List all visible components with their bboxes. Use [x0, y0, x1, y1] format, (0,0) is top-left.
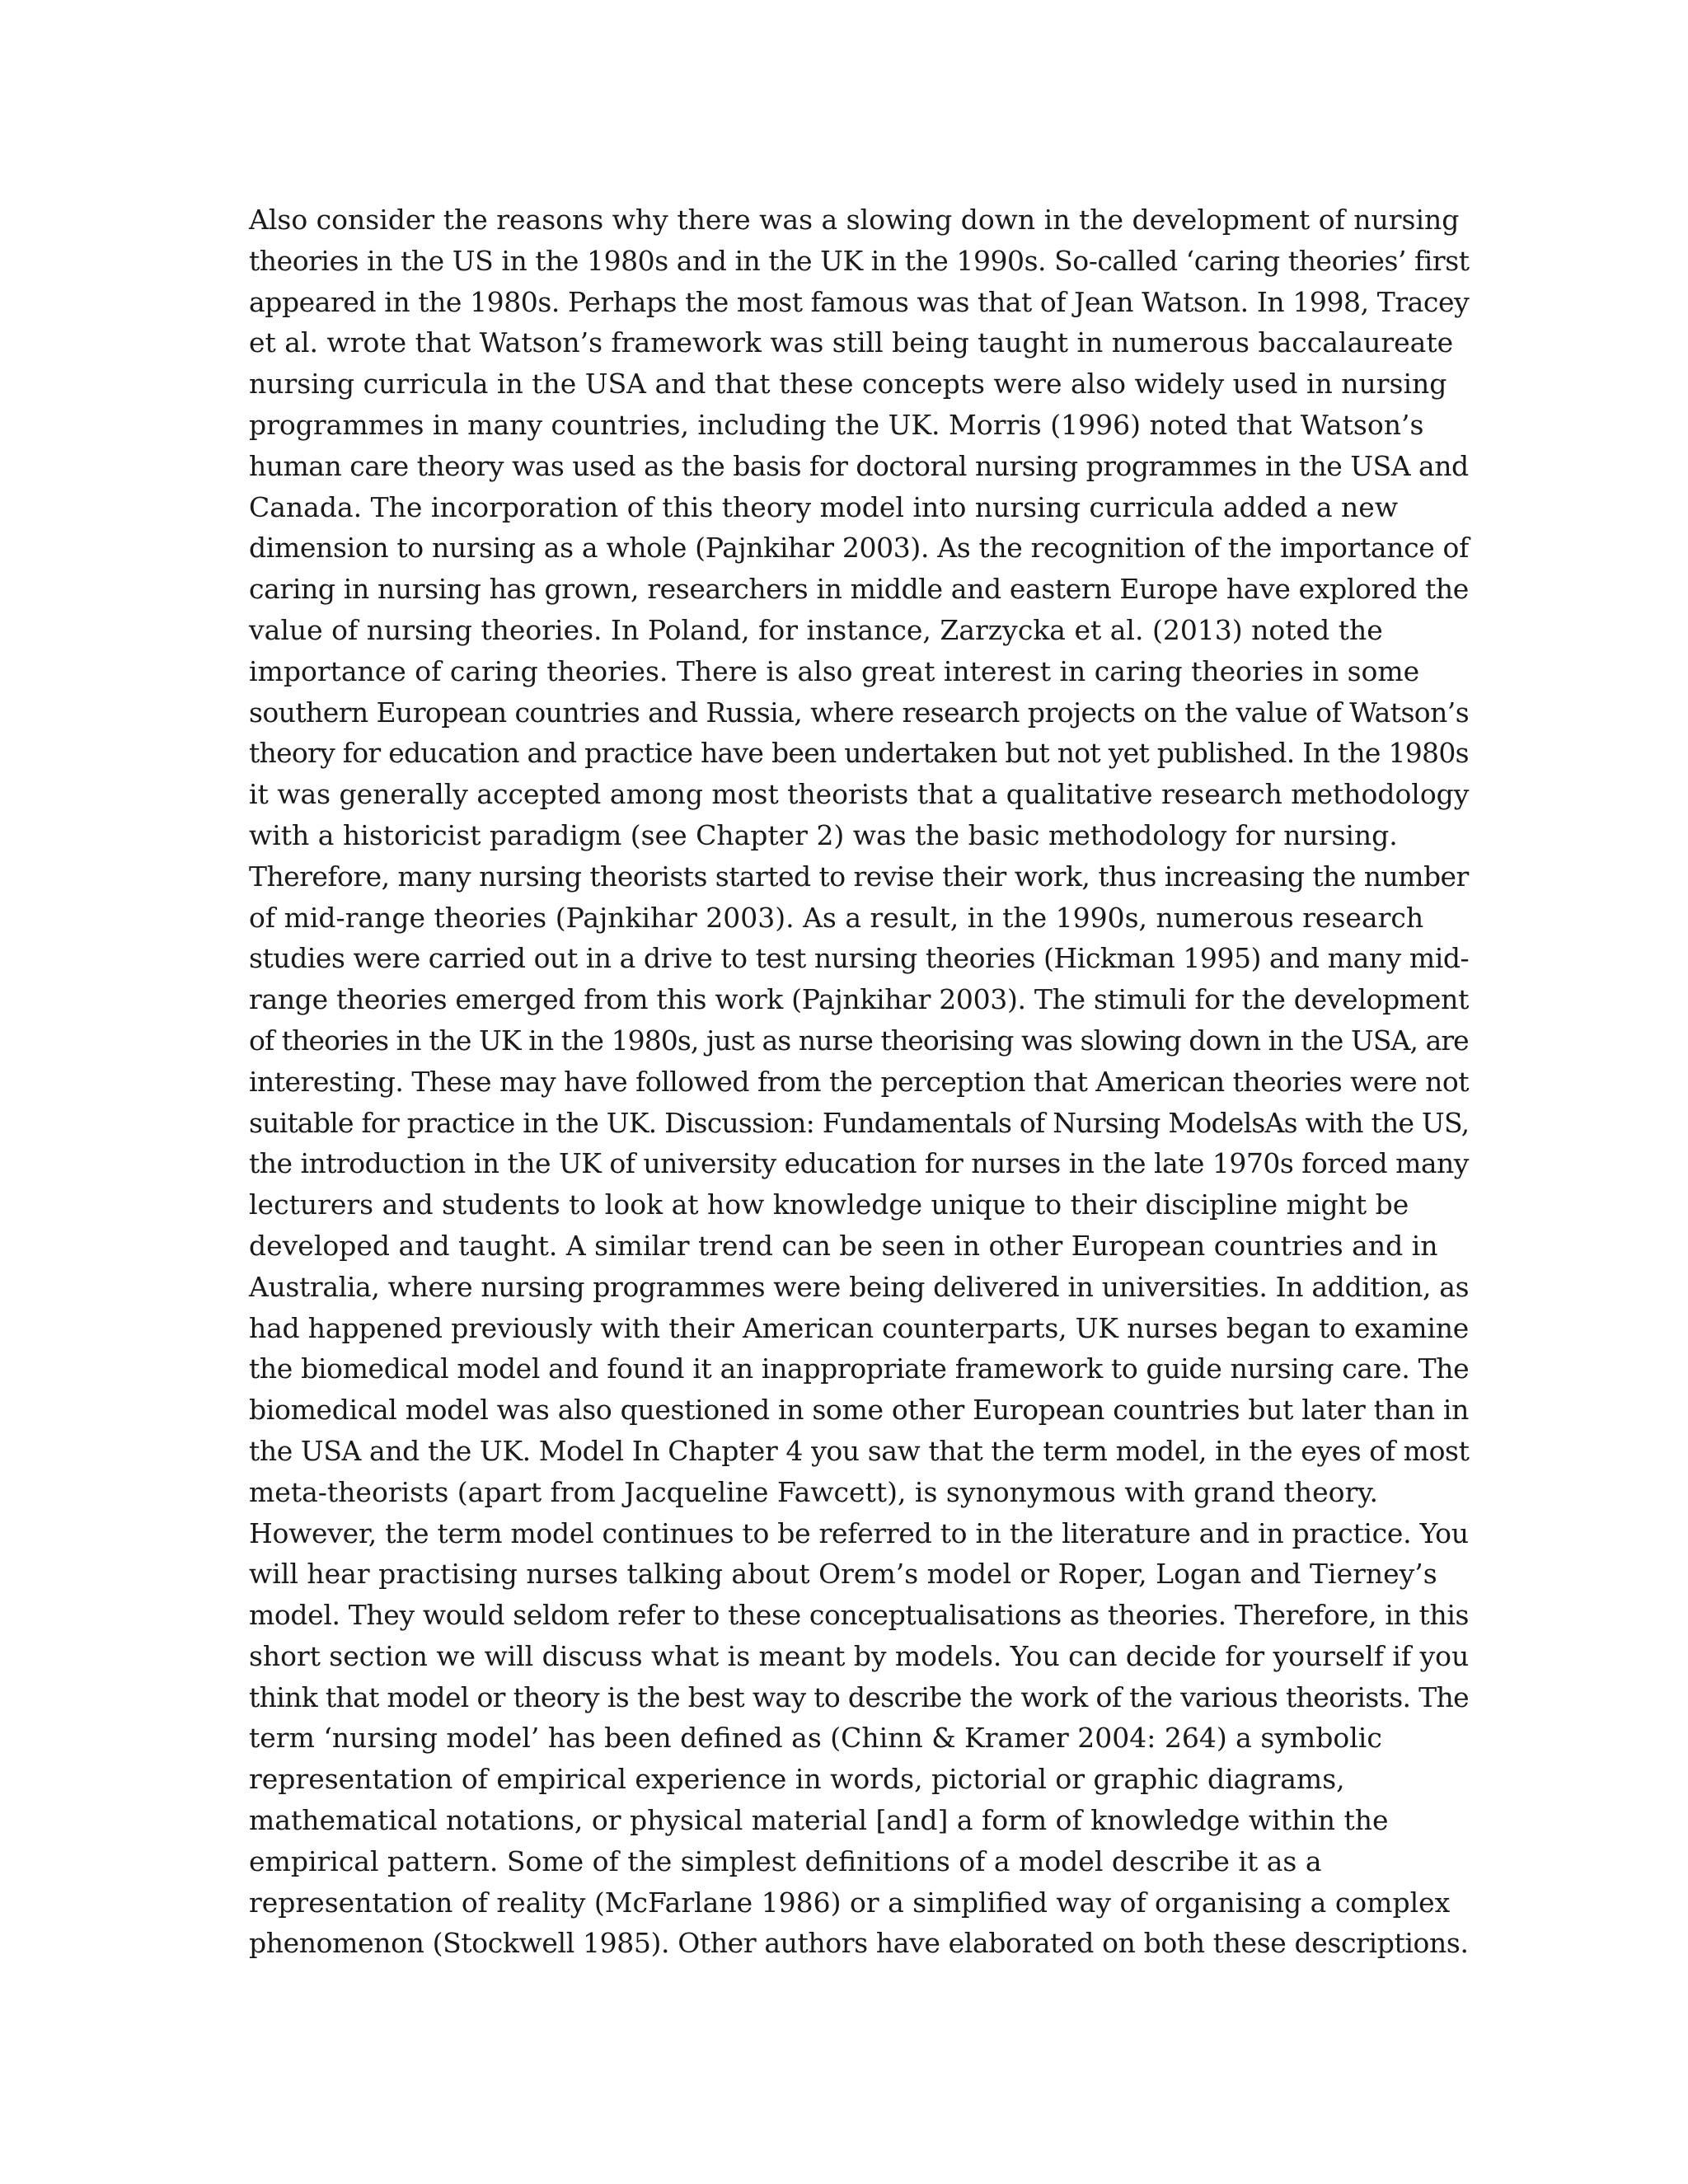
body-paragraph — [249, 199, 1470, 1964]
text-line: empirical pattern. Some of the simplest definitions of a model describe it as a — [249, 1844, 1322, 1877]
text-line: representation of reality (McFarlane 1986) or a simplified way of organising a complex — [249, 1886, 1451, 1919]
text-line: mathematical notations, or physical material [and] a form of knowledge within the — [249, 1804, 1389, 1837]
text-line: of theories in the UK in the 1980s, just as nurse theorising was slowing down in the USA, are — [249, 1024, 1469, 1057]
text-line: the USA and the UK. Model In Chapter 4 you saw that the term model, in the eyes of most — [249, 1434, 1470, 1467]
text-line: However, the term model continues to be referred to in the literature and in practice. You — [249, 1516, 1469, 1549]
text-line: human care theory was used as the basis for doctoral nursing programmes in the USA and — [249, 449, 1469, 482]
text-line: programmes in many countries, including the UK. Morris (1996) noted that Watson’s — [249, 408, 1424, 441]
text-line: it was generally accepted among most theorists that a qualitative research methodology — [249, 778, 1470, 811]
text-line: value of nursing theories. In Poland, for instance, Zarzycka et al. (2013) noted the — [249, 613, 1383, 646]
text-line: Australia, where nursing programmes were being delivered in universities. In addition, as — [249, 1270, 1470, 1303]
text-line: term ‘nursing model’ has been defined as (Chinn & Kramer 2004: 264) a symbolic — [249, 1722, 1382, 1755]
text-line: southern European countries and Russia, where research projects on the value of Watson’s — [249, 696, 1470, 729]
text-line: importance of caring theories. There is also great interest in caring theories in some — [249, 654, 1420, 687]
text-line: the biomedical model and found it an inappropriate framework to guide nursing care. The — [249, 1352, 1470, 1385]
text-line: dimension to nursing as a whole (Pajnkihar 2003). As the recognition of the importance of — [249, 532, 1469, 565]
text-line: of mid-range theories (Pajnkihar 2003). As a result, in the 1990s, numerous research — [249, 901, 1424, 934]
text-line: meta-theorists (apart from Jacqueline Fawcett), is synonymous with grand theory. — [249, 1475, 1379, 1508]
text-line: Also consider the reasons why there was a slowing down in the development of nursing — [249, 204, 1460, 236]
text-line: range theories emerged from this work (Pajnkihar 2003). The stimuli for the development — [249, 983, 1470, 1016]
text-line: theories in the US in the 1980s and in the UK in the 1990s. So-called ‘caring theories’ first — [249, 244, 1470, 277]
text-line: short section we will discuss what is meant by models. You can decide for yourself if you — [249, 1639, 1470, 1672]
text-line: had happened previously with their American counterparts, UK nurses began to examine — [249, 1311, 1470, 1344]
text-line: caring in nursing has grown, researchers in middle and eastern Europe have explored the — [249, 573, 1469, 606]
text-line: interesting. These may have followed from the perception that American theories were not — [249, 1065, 1470, 1098]
text-line: appeared in the 1980s. Perhaps the most famous was that of Jean Watson. In 1998, Tracey — [249, 285, 1470, 318]
text-line: studies were carried out in a drive to test nursing theories (Hickman 1995) and many mid- — [249, 942, 1470, 975]
text-line: with a historicist paradigm (see Chapter 2) was the basic methodology for nursing. — [249, 818, 1398, 851]
text-line: lecturers and students to look at how knowledge unique to their discipline might be — [249, 1188, 1409, 1221]
text-line: phenomenon (Stockwell 1985). Other authors have elaborated on both these descriptions. — [249, 1927, 1469, 1960]
text-line: developed and taught. A similar trend can be seen in other European countries and in — [249, 1229, 1438, 1262]
text-line: model. They would seldom refer to these conceptualisations as theories. Therefore, in this — [249, 1599, 1470, 1632]
text-line: Canada. The incorporation of this theory model into nursing curricula added a new — [249, 490, 1399, 523]
text-line: biomedical model was also questioned in some other European countries but later than in — [249, 1394, 1470, 1427]
text-line: the introduction in the UK of university education for nurses in the late 1970s forced many — [249, 1147, 1469, 1180]
text-line: will hear practising nurses talking about Orem’s model or Roper, Logan and Tierney’s — [249, 1558, 1437, 1591]
text-line: Therefore, many nursing theorists started to revise their work, thus increasing the number — [249, 860, 1469, 893]
text-line: et al. wrote that Watson’s framework was still being taught in numerous baccalaureate — [249, 326, 1454, 359]
text-line: suitable for practice in the UK. Discussion: Fundamentals of Nursing ModelsAs with the US, — [249, 1106, 1470, 1139]
text-line: nursing curricula in the USA and that these concepts were also widely used in nursing — [249, 368, 1447, 401]
text-line: think that model or theory is the best way to describe the work of the various theorists. The — [249, 1680, 1469, 1713]
text-line: theory for education and practice have been undertaken but not yet published. In the 1980s — [249, 737, 1469, 770]
text-line: representation of empirical experience in words, pictorial or graphic diagrams, — [249, 1763, 1345, 1796]
